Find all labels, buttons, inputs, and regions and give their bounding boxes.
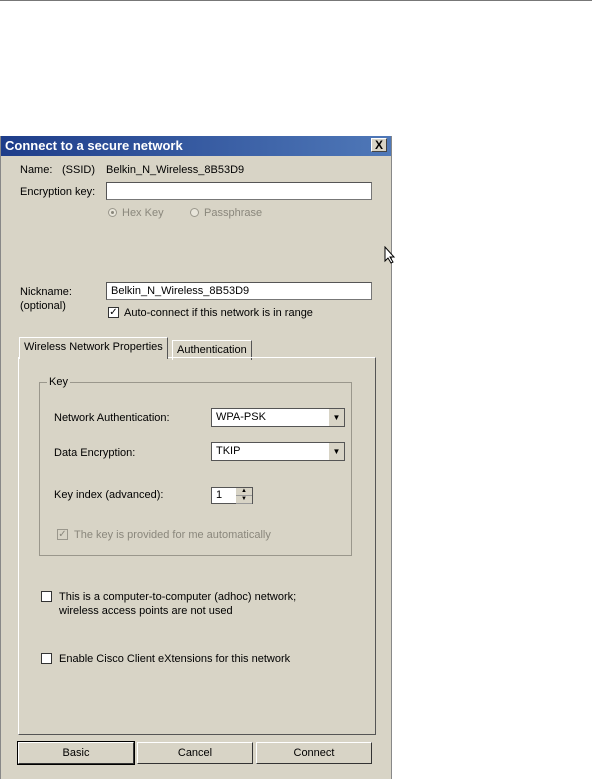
checkmark-icon: ✓ bbox=[58, 529, 67, 540]
data-encryption-label: Data Encryption: bbox=[54, 447, 136, 459]
auto-key-label: The key is provided for me automatically bbox=[74, 529, 271, 541]
nickname-optional-label: (optional) bbox=[20, 300, 66, 312]
encryption-key-label: Encryption key: bbox=[20, 186, 96, 198]
adhoc-label-line1: This is a computer-to-computer (adhoc) network; bbox=[59, 591, 297, 603]
adhoc-label-line2: wireless access points are not used bbox=[59, 605, 233, 617]
hex-key-radio[interactable] bbox=[108, 208, 117, 217]
autoconnect-label: Auto-connect if this network is in range bbox=[124, 307, 313, 319]
ssid-label: (SSID) bbox=[62, 164, 95, 176]
cisco-extensions-checkbox[interactable] bbox=[41, 653, 52, 664]
mouse-pointer-icon bbox=[384, 246, 396, 264]
data-encryption-select[interactable] bbox=[211, 442, 345, 461]
cisco-extensions-label: Enable Cisco Client eXtensions for this network bbox=[59, 653, 291, 665]
network-authentication-value: WPA-PSK bbox=[216, 411, 266, 423]
tab-authentication[interactable]: Authentication bbox=[172, 340, 252, 360]
cancel-button[interactable]: Cancel bbox=[137, 742, 253, 764]
network-authentication-select[interactable] bbox=[211, 408, 345, 427]
key-index-stepper[interactable] bbox=[211, 487, 253, 504]
close-icon: X bbox=[374, 138, 383, 152]
auto-key-checkbox[interactable] bbox=[57, 529, 68, 540]
nickname-label: Nickname: bbox=[20, 286, 72, 298]
adhoc-checkbox[interactable] bbox=[41, 591, 52, 602]
chevron-down-icon[interactable]: ▼ bbox=[328, 443, 344, 460]
chevron-down-icon[interactable]: ▼ bbox=[328, 409, 344, 426]
dialog-title: Connect to a secure network bbox=[5, 138, 183, 153]
encryption-key-input[interactable] bbox=[106, 182, 372, 200]
ssid-value: Belkin_N_Wireless_8B53D9 bbox=[106, 164, 245, 176]
tab-wireless-network-properties[interactable]: Wireless Network Properties bbox=[19, 337, 168, 359]
autoconnect-checkbox[interactable] bbox=[108, 307, 119, 318]
name-label: Name: bbox=[20, 164, 53, 176]
nickname-input[interactable]: Belkin_N_Wireless_8B53D9 bbox=[106, 282, 372, 300]
connect-secure-network-dialog bbox=[0, 136, 392, 779]
page-divider bbox=[0, 0, 592, 1]
hex-key-label: Hex Key bbox=[122, 207, 164, 219]
close-button[interactable] bbox=[371, 138, 387, 152]
spin-up-icon[interactable]: ▲ bbox=[236, 488, 252, 496]
passphrase-label: Passphrase bbox=[204, 207, 263, 219]
key-index-spin-buttons[interactable] bbox=[236, 488, 252, 503]
passphrase-radio[interactable] bbox=[190, 208, 199, 217]
spin-down-icon[interactable]: ▼ bbox=[236, 496, 252, 504]
data-encryption-value: TKIP bbox=[216, 445, 241, 457]
dialog-titlebar bbox=[1, 136, 391, 156]
connect-button[interactable]: Connect bbox=[256, 742, 372, 764]
key-index-label: Key index (advanced): bbox=[54, 489, 164, 501]
key-index-value: 1 bbox=[216, 489, 223, 501]
basic-button[interactable]: Basic bbox=[18, 742, 134, 764]
key-group-title: Key bbox=[49, 376, 68, 388]
network-authentication-label: Network Authentication: bbox=[54, 412, 170, 424]
checkmark-icon: ✓ bbox=[109, 307, 118, 318]
